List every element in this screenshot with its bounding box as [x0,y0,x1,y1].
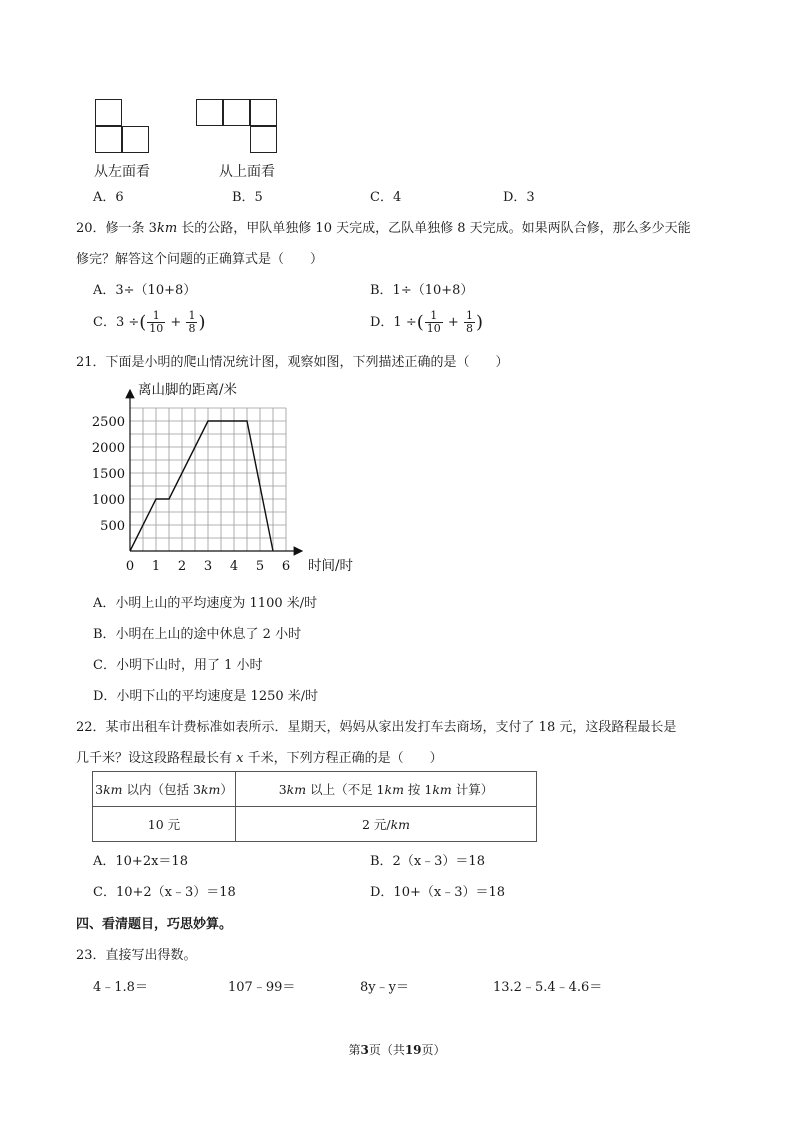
q21-option-d[interactable]: D．小明下山的平均速度是 1250 米/时 [93,689,319,704]
q20-option-d[interactable]: D．1 ÷( $\frac{1}{10}$ + $\frac{1}{8}$ ) [370,309,483,335]
q23-stem: 23．直接写出得数。 [76,948,197,963]
x-tick-label: 3 [203,559,213,574]
q19-option-c[interactable]: C．4 [370,190,402,205]
q19-option-a[interactable]: A．6 [93,190,124,205]
fraction: $\frac{1}{8}$ [188,309,196,335]
q22-option-a[interactable]: A．10+2x＝18 [93,854,188,869]
x-tick-label: 4 [229,559,239,574]
q23-item: 13.2﹣5.4﹣4.6＝ [493,980,603,995]
q23-item: 4﹣1.8＝ [93,980,148,995]
table-row [93,807,537,842]
section-heading: 四、看清题目，巧思妙算。 [76,917,233,932]
page-footer: 第3页（共19页） [348,1043,446,1057]
q21-option-c[interactable]: C．小明下山时，用了 1 小时 [93,658,263,673]
y-tick-label: 1000 [91,493,125,508]
q22-stem-line2: 几千米？设这段路程最长有 x 千米，下列方程正确的是（ ） [76,751,443,766]
climb-line-chart [90,380,450,585]
q19-option-b[interactable]: B．5 [232,190,263,205]
q20-stem-line2: 修完？解答这个问题的正确算式是（ ） [76,252,324,267]
x-tick-label: 1 [151,559,161,574]
q21-stem: 21．下面是小明的爬山情况统计图，观察如图，下列描述正确的是（ ） [76,355,509,370]
q23-item: 107﹣99＝ [228,980,296,995]
y-tick-label: 2500 [91,415,125,430]
table-cell: 3km 以内（包括 3km） [93,772,236,807]
q21-option-b[interactable]: B．小明在上山的途中休息了 2 小时 [93,627,302,642]
x-tick-label: 6 [281,559,291,574]
table-cell: 10 元 [93,807,236,842]
q22-option-d[interactable]: D．10+（x﹣3）＝18 [370,885,506,900]
q22-option-b[interactable]: B．2（x﹣3）＝18 [370,854,485,869]
fare-table [92,771,537,842]
q22-option-c[interactable]: C．10+2（x﹣3）＝18 [93,885,236,900]
y-tick-label: 2000 [91,441,125,456]
q23-item: 8y﹣y＝ [360,980,409,995]
q20-option-b[interactable]: B．1÷（10+8） [370,283,474,298]
table-cell: 3km 以上（不足 1km 按 1km 计算） [236,772,537,807]
q20-option-a[interactable]: A．3÷（10+8） [93,283,197,298]
fraction: $\frac{1}{10}$ [149,309,164,335]
y-axis-label: 离山脚的距离/米 [138,382,238,398]
q22-stem-line1: 22．某市出租车计费标准如表所示．星期天，妈妈从家出发打车去商场，支付了 18 元，这段路程最长是 [76,720,677,735]
fraction: $\frac{1}{10}$ [426,309,441,335]
x-tick-label: 0 [125,559,135,574]
y-tick-label: 500 [100,519,125,534]
x-tick-label: 5 [255,559,265,574]
q20-option-c[interactable]: C．3 ÷( $\frac{1}{10}$ + $\frac{1}{8}$ ) [93,309,206,335]
x-axis-label: 时间/时 [308,558,354,574]
top-view-caption: 从上面看 [219,164,275,180]
left-view-caption: 从左面看 [94,164,150,180]
table-row [93,772,537,807]
q19-option-d[interactable]: D．3 [503,190,535,205]
y-tick-label: 1500 [91,467,125,482]
x-tick-label: 2 [177,559,187,574]
q20-stem-line1: 20．修一条 3km 长的公路，甲队单独修 10 天完成，乙队单独修 8 天完成。如果两队合修，那么多少天能 [76,221,691,236]
fraction: $\frac{1}{8}$ [465,309,473,335]
q21-option-a[interactable]: A．小明上山的平均速度为 1100 米/时 [93,596,318,611]
table-cell: 2 元/km [236,807,537,842]
